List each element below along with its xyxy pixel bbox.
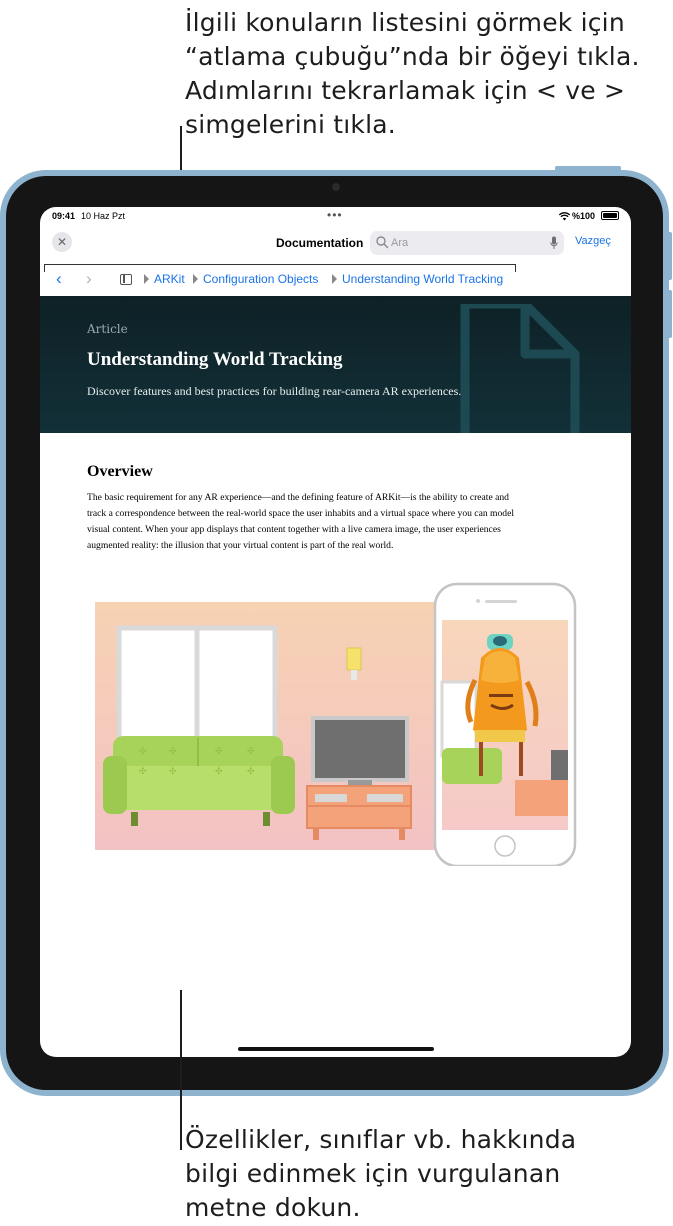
bottom-callout-line-2: bilgi edinmek için vurgulanan: [185, 1159, 561, 1188]
back-chevron-icon[interactable]: ‹: [56, 269, 62, 288]
volume-up-button: [667, 232, 672, 280]
bottom-callout: [185, 1123, 655, 1225]
volume-down-button: [667, 290, 672, 338]
front-camera: [332, 183, 340, 191]
bottom-callout-leader: [180, 990, 182, 1150]
microphone-icon[interactable]: [550, 236, 558, 250]
forward-chevron-icon[interactable]: ›: [86, 269, 92, 288]
bottom-callout-line-1: Özellikler, sınıflar vb. hakkında: [185, 1125, 577, 1154]
wifi-icon: [559, 212, 570, 221]
battery-icon: [601, 211, 619, 220]
top-callout-line-4: simgelerini tıkla.: [185, 110, 396, 139]
separator-triangle-icon: [193, 274, 198, 284]
top-callout: [185, 6, 665, 142]
breadcrumb-arkit[interactable]: ARKit: [154, 272, 185, 286]
cancel-button[interactable]: Vazgeç: [575, 235, 611, 247]
bottom-callout-line-3: metne dokun.: [185, 1193, 361, 1222]
svg-text:✣: ✣: [169, 767, 177, 777]
home-indicator[interactable]: [238, 1047, 434, 1051]
top-callout-line-3: Adımlarını tekrarlamak için < ve >: [185, 76, 626, 105]
jump-bar-highlight-bracket: [44, 264, 516, 272]
svg-text:✣: ✣: [139, 747, 147, 757]
top-button: [555, 166, 621, 171]
battery-percentage: %100: [572, 211, 596, 221]
article-title: Understanding World Tracking: [87, 349, 343, 370]
status-bar: [40, 207, 631, 227]
multitasking-dots-icon[interactable]: •••: [327, 208, 343, 222]
breadcrumb-configuration-objects[interactable]: Configuration Objects: [203, 272, 319, 286]
status-time: 09:41: [52, 211, 76, 221]
overview-heading: Overview: [87, 463, 153, 480]
overview-line: visual content. When your app displays that content together with a live camera image, the user experiences: [87, 524, 501, 535]
article-hero: [40, 296, 631, 433]
search-field[interactable]: [370, 231, 564, 255]
overview-line: augmented reality: the illusion that your virtual content is part of the real world.: [87, 540, 394, 551]
status-date: 10 Haz Pzt: [81, 211, 126, 221]
article-eyebrow: Article: [87, 322, 128, 336]
top-callout-line-1: İlgili konuların listesini görmek için: [185, 8, 625, 37]
search-icon: [375, 235, 389, 249]
overview-line: track a correspondence between the real-world space the user inhabits and a virtual space where you can model: [87, 508, 515, 519]
ar-room-illustration: [95, 580, 581, 866]
overview-line: The basic requirement for any AR experience—and the defining feature of ARKit—is the ability to create and: [87, 492, 509, 503]
svg-text:✣: ✣: [247, 767, 255, 777]
document-icon: [450, 304, 590, 433]
svg-text:✣: ✣: [247, 747, 255, 757]
separator-triangle-icon: [332, 274, 337, 284]
svg-text:✣: ✣: [139, 767, 147, 777]
article-subtitle: Discover features and best practices for building rear-camera AR experiences.: [87, 384, 462, 398]
breadcrumb-understanding-world-tracking[interactable]: Understanding World Tracking: [342, 272, 504, 286]
search-placeholder: Ara: [391, 237, 409, 249]
overview-paragraph: [87, 490, 595, 554]
top-callout-line-2: “atlama çubuğu”nda bir öğeyi tıkla.: [185, 42, 640, 71]
documentation-title: Documentation: [276, 236, 364, 250]
close-button[interactable]: ✕: [52, 232, 72, 252]
svg-text:✣: ✣: [215, 767, 223, 777]
svg-text:✣: ✣: [215, 747, 223, 757]
separator-triangle-icon: [144, 274, 149, 284]
svg-text:✣: ✣: [169, 747, 177, 757]
sidebar-icon[interactable]: [120, 274, 132, 285]
screen: [40, 207, 631, 1057]
